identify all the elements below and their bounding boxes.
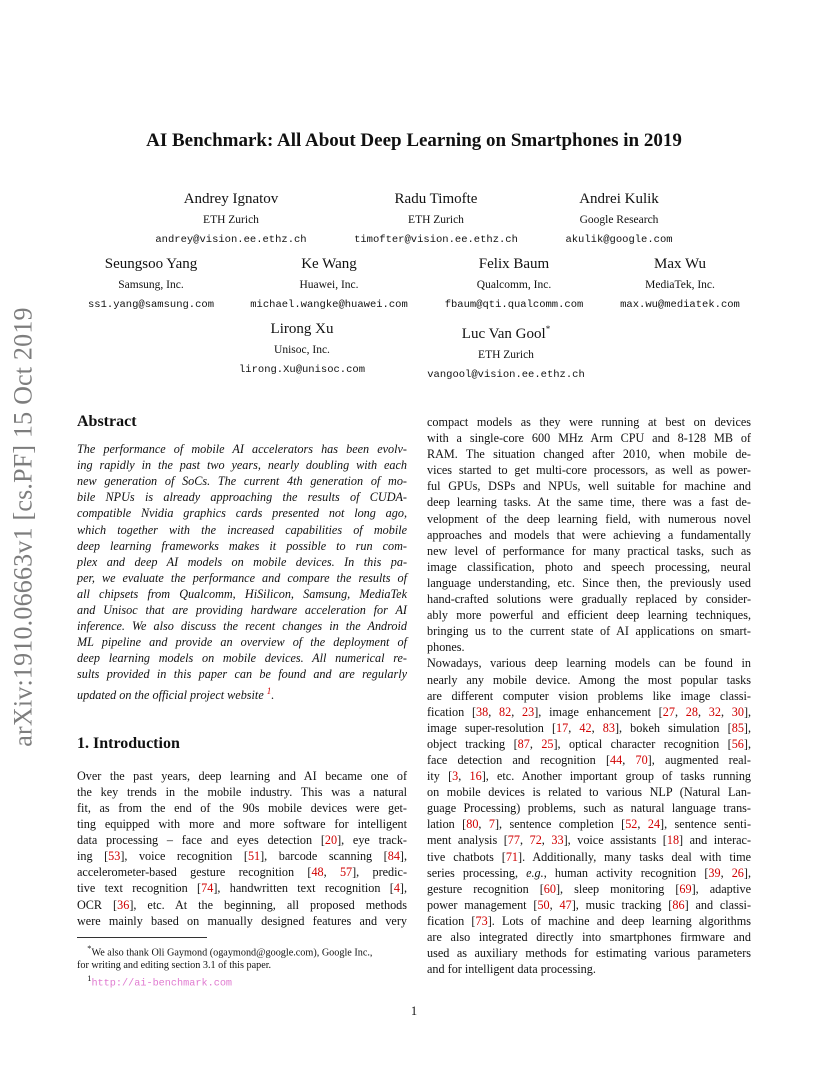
footnotes (77, 937, 407, 991)
abstract-line: which together with the increased capabilities of mobile (77, 522, 407, 537)
intro-line: accelerometer-based gesture recognition [48, 57], predic- (77, 865, 407, 880)
abstract-line: deep learning frameworks makes it possible to run com- (77, 538, 407, 553)
citation-link[interactable]: 38 (476, 704, 489, 719)
right-line: fication [73]. Lots of machine and deep learning algorithms (427, 913, 751, 928)
citation-link[interactable]: 3 (452, 769, 459, 784)
abstract-line: The performance of mobile AI accelerators has been evolv- (77, 442, 407, 457)
abstract-line: deep learning models on mobile devices. All numerical re- (77, 651, 407, 666)
citation-link[interactable]: 47 (559, 897, 572, 912)
author-email: max.wu@mediatek.com (620, 299, 740, 311)
right-line: with a single-core 600 MHz Arm CPU and 8-128 MB of (427, 431, 751, 446)
author-name: Lirong Xu (270, 321, 334, 337)
author-affiliation: MediaTek, Inc. (645, 279, 715, 291)
citation-link[interactable]: 52 (625, 817, 638, 832)
abstract-line: all chipsets from Qualcomm, HiSilicon, Samsung, MediaTek (77, 586, 407, 601)
right-line: tive chatbots [71]. Additionally, many tasks deal with time (427, 849, 751, 864)
author-affiliation: Google Research (579, 214, 659, 226)
abstract-tail: $^1$. (266, 685, 275, 702)
author-name: Radu Timofte (394, 191, 478, 207)
right-line: ably more powerful and efficient deep learning techniques, (427, 608, 751, 623)
intro-line: ting equipped with more and more software for intelligent (77, 817, 407, 832)
italic-text: e.g. (526, 865, 544, 880)
abstract-line: new generation of SoCs. The current 4th generation of mo- (77, 474, 407, 489)
author-name: Ke Wang (301, 256, 357, 272)
right-line: ment analysis [77, 72, 33], voice assistants [18] and interac- (427, 833, 752, 848)
right-column (427, 414, 751, 977)
abstract-line: plex and deep AI models on mobile devices. In this pa- (77, 554, 407, 569)
author-email: michael.wangke@huawei.com (250, 299, 408, 311)
author-email: andrey@vision.ee.ethz.ch (155, 234, 307, 246)
author-affiliation: ETH Zurich (203, 214, 259, 226)
right-paragraph-2 (427, 655, 751, 977)
author-affiliation: Qualcomm, Inc. (476, 279, 552, 291)
abstract-line: inference. We also discuss the recent changes in the Android (77, 619, 407, 634)
abstract-line: compatible Nvidia graphics cards presented not long ago, (77, 506, 407, 521)
citation-link[interactable]: 17 (556, 720, 569, 735)
citation-link[interactable]: 50 (537, 897, 550, 912)
citation-link[interactable]: 77 (507, 833, 520, 848)
arxiv-stamp (4, 296, 44, 758)
intro-line: ing [53], voice recognition [51], barcode scanning [84], (77, 849, 408, 864)
author-email: fbaum@qti.qualcomm.com (444, 299, 584, 311)
right-line: velopment of the deep learning field, with numerous novel (427, 511, 751, 526)
author-affiliation: Unisoc, Inc. (274, 344, 330, 356)
right-line: RAM. The situation changed after 2010, when mobile de- (427, 447, 751, 462)
right-line: language understanding, etc. Since then, the previously used (427, 575, 751, 590)
author-affiliation: Huawei, Inc. (299, 279, 359, 291)
citation-link[interactable]: 27 (662, 704, 675, 719)
author-name: Felix Baum (478, 256, 550, 272)
arxiv-stamp-text: arXiv:1910.06663v1 [cs.PF] 15 Oct 2019 (9, 307, 38, 747)
right-line: are different computer vision problems like image classi- (427, 688, 751, 703)
right-line: nearly any mobile device. Among the most popular tasks (427, 672, 751, 687)
author-email: vangool@vision.ee.ethz.ch (427, 369, 585, 381)
author-block (550, 255, 810, 312)
right-line: lation [80, 7], sentence completion [52, 24], sentence senti- (427, 817, 751, 832)
citation-link[interactable]: 53 (108, 849, 121, 864)
right-line: are also integrated directly into smartphones firmware and (427, 930, 751, 944)
author-email: lirong.Xu@unisoc.com (238, 364, 366, 376)
left-column (77, 414, 407, 929)
introduction-heading: 1. Introduction (77, 734, 180, 752)
citation-link[interactable]: 56 (731, 736, 744, 751)
right-paragraph-1 (427, 414, 751, 655)
citation-link[interactable]: 20 (324, 833, 338, 848)
citation-link[interactable]: 74 (201, 881, 214, 896)
abstract-line: per, we evaluate the performance and compare the results of (77, 570, 407, 585)
author-name: Seungsoo Yang (104, 256, 198, 272)
right-line: bringing us to the current state of AI applications on smart- (427, 624, 751, 639)
author-name: Andrey Ignatov (183, 191, 279, 207)
abstract-line: updated on the official project website $^1$. (77, 685, 275, 702)
citation-link[interactable]: 18 (666, 833, 680, 848)
citation-link[interactable]: 33 (551, 833, 564, 848)
right-line: used as auxiliary methods for estimating various parameters (427, 946, 751, 961)
right-line: ity [3, 16], etc. Another important group of tasks running (427, 769, 752, 784)
right-line: deep learning tasks. At the same time, there was a fast de- (427, 495, 751, 510)
abstract-line: ML pipeline and provide an overview of the deployment of (77, 635, 407, 650)
footnote-ref[interactable]: 1 (266, 685, 272, 696)
citation-link[interactable]: 4 (393, 881, 400, 896)
right-line: compact models as they were running at best on devices (427, 415, 751, 429)
citation-link[interactable]: 42 (579, 720, 592, 735)
right-line: new level of performance for many practical tasks, such as (427, 543, 751, 558)
abstract-line: and Unisoc that are providing hardware acceleration for AI (77, 603, 407, 618)
right-line: guage Processing) problems, such as natural language trans- (427, 801, 751, 816)
citation-link[interactable]: 69 (679, 881, 692, 896)
footnote-rule (77, 937, 207, 938)
citation-link[interactable]: 72 (529, 833, 542, 848)
author-email: timofter@vision.ee.ethz.ch (354, 234, 518, 246)
citation-link[interactable]: 83 (602, 720, 615, 735)
citation-link[interactable]: 39 (708, 865, 721, 880)
footnote-2: $^1$http://ai-benchmark.com (87, 973, 233, 990)
abstract-line: sults provided in this paper can be found and are regularly (77, 667, 407, 682)
footnote-1: *We also thank Oli Gaymond (ogaymond@google.com), Google Inc., (87, 943, 373, 959)
author-affiliation: ETH Zurich (478, 349, 534, 361)
citation-link[interactable]: 82 (499, 704, 512, 719)
author-block (376, 320, 636, 382)
citation-link[interactable]: 30 (731, 704, 744, 719)
citation-link[interactable]: 71 (505, 849, 519, 864)
author-email: ss1.yang@samsung.com (87, 299, 215, 311)
author-email: akulik@google.com (565, 234, 673, 246)
citation-link[interactable]: 7 (488, 817, 495, 832)
introduction-body (77, 768, 407, 929)
citation-link[interactable]: 86 (672, 897, 685, 912)
citation-link[interactable]: 16 (469, 769, 482, 784)
intro-line: were mainly based on manually designed features and very (77, 913, 407, 928)
citation-link[interactable]: 57 (339, 865, 353, 880)
citation-link[interactable]: 85 (731, 720, 744, 735)
author-affiliation: Samsung, Inc. (118, 279, 184, 291)
abstract-heading: Abstract (77, 413, 137, 430)
intro-line: OCR [36], etc. At the beginning, all proposed methods (77, 897, 407, 912)
footnote-1-cont: for writing and editing section 3.1 of this paper. (77, 960, 272, 972)
right-line: image super-resolution [17, 42, 83], bokeh simulation [85], (427, 720, 752, 735)
project-url-link[interactable]: http://ai-benchmark.com (91, 978, 233, 990)
citation-link[interactable]: 60 (543, 881, 556, 896)
citation-link[interactable]: 24 (647, 817, 661, 832)
intro-line: data processing – face and eyes detection [20], eye track- (77, 833, 407, 848)
author-name: Max Wu (653, 256, 707, 272)
right-line: face detection and recognition [44, 70], augmented real- (427, 752, 751, 767)
citation-link[interactable]: 44 (610, 752, 623, 767)
paper-title: AI Benchmark: All About Deep Learning on Smartphones in 2019 (146, 130, 682, 151)
right-line: fication [38, 82, 23], image enhancement [27, 28, 32, 30], (427, 704, 752, 719)
right-line: on mobile devices is related to various NLP (Natural Lan- (427, 785, 751, 800)
right-line: image classification, photo and speech processing, neural (427, 559, 751, 574)
right-line: hand-crafted solutions were gradually replaced by consider- (427, 592, 751, 607)
citation-link[interactable]: 25 (541, 736, 554, 751)
right-line: gesture recognition [60], sleep monitoring [69], adaptive (427, 881, 751, 896)
author-name: Andrei Kulik (579, 191, 659, 207)
author-name: Luc Van Gool* (461, 324, 551, 342)
intro-line: Over the past years, deep learning and AI became one of (77, 768, 407, 783)
author-block (489, 190, 749, 247)
abstract-line: ing rapidly in the past two years, nearly doubling with each (77, 458, 407, 473)
intro-line: fit, as from the end of the 90s mobile devices were get- (77, 800, 407, 815)
citation-link[interactable]: 32 (708, 704, 721, 719)
right-line: ful GPUs, DSPs and NPUs, well suitable for machine and (427, 479, 751, 494)
citation-link[interactable]: 48 (311, 865, 324, 880)
right-line: vices started to get multi-core processors, as well as power- (427, 463, 751, 478)
citation-link[interactable]: 70 (635, 752, 648, 767)
abstract-line: bile NPUs is already approaching the results of CUDA- (77, 490, 407, 505)
intro-line: the key trends in the mobile industry. This was a natural (77, 784, 407, 799)
citation-link[interactable]: 26 (731, 865, 744, 880)
author-affiliation: ETH Zurich (408, 214, 464, 226)
right-line: Nowadays, various deep learning models can be found in (427, 656, 751, 671)
page-number: 1 (410, 1004, 418, 1018)
right-line: series processing, e.g., human activity recognition [39, 26], (427, 865, 751, 880)
citation-link[interactable]: 80 (466, 817, 479, 832)
citation-link[interactable]: 73 (475, 913, 488, 928)
intro-line: tive text recognition [74], handwritten text recognition [4], (77, 881, 408, 896)
right-line: power management [50, 47], music tracking [86] and classi- (427, 897, 752, 912)
citation-link[interactable]: 87 (517, 736, 530, 751)
right-line: phones. (427, 640, 465, 655)
right-line: object tracking [87, 25], optical character recognition [56], (427, 736, 751, 751)
citation-link[interactable]: 84 (387, 849, 400, 864)
right-line: and for intelligent data processing. (427, 962, 596, 977)
citation-link[interactable]: 51 (247, 849, 261, 864)
citation-link[interactable]: 23 (522, 704, 535, 719)
citation-link[interactable]: 28 (685, 704, 698, 719)
right-line: approaches and models that were achieving a fundamentally (427, 527, 751, 542)
abstract-body (77, 441, 407, 703)
citation-link[interactable]: 36 (117, 897, 130, 912)
